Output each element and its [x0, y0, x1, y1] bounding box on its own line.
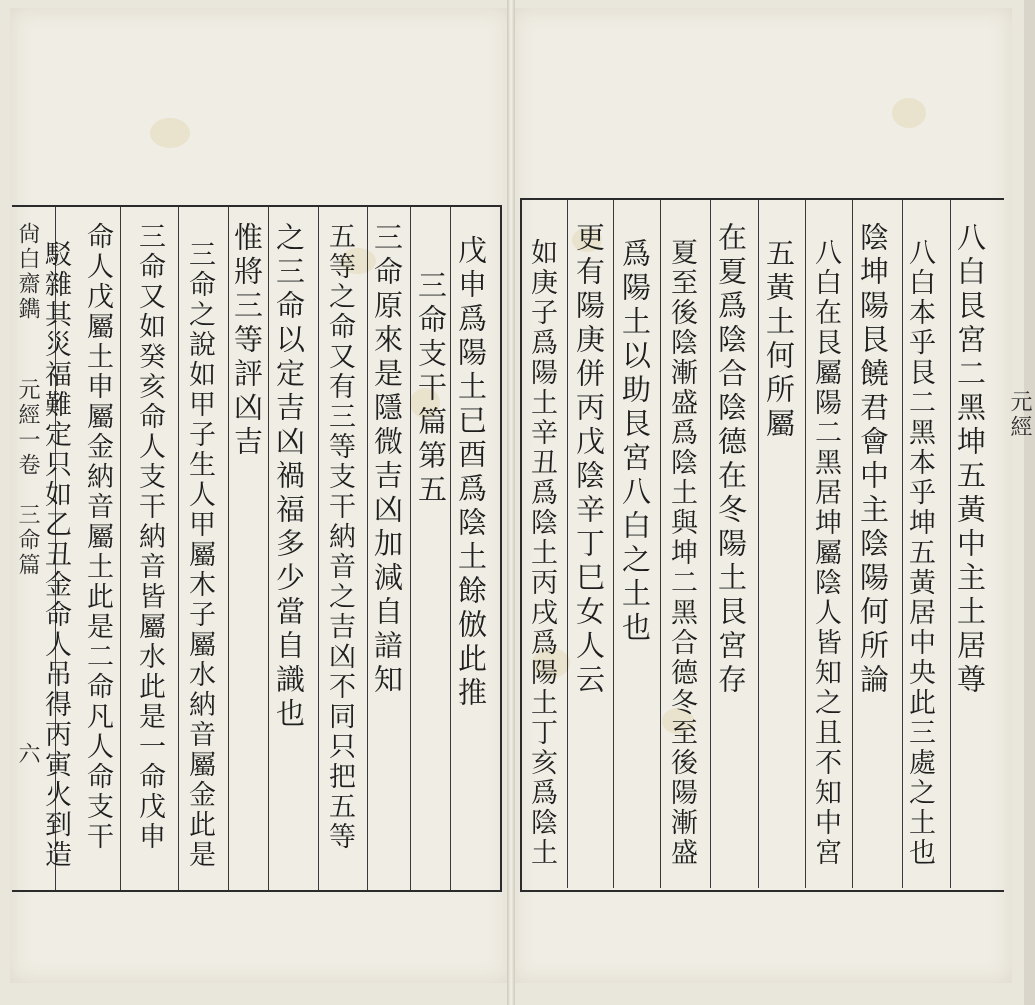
text-column: 陰坤陽艮饒君會中主陰陽何所論 [856, 222, 890, 698]
column-rule [758, 200, 759, 888]
column-rule [950, 200, 951, 888]
column-rule [318, 207, 319, 890]
column-rule [120, 207, 121, 890]
text-column: 惟將三等評凶吉 [230, 222, 264, 460]
text-column: 夏至後陰漸盛爲陰土與坤二黑合德冬至後陽漸盛 [666, 238, 697, 868]
column-rule [567, 200, 568, 888]
column-rule [613, 200, 614, 888]
text-column: 三命原來是隱微吉凶加減自諳知 [370, 222, 404, 698]
left-margin-page-number: 六 [15, 742, 40, 767]
text-column: 八白在艮屬陽二黑居坤屬陰人皆知之且不知中宮 [810, 238, 841, 868]
text-column: 戊申爲陽土已酉爲陰土餘倣此推 [454, 235, 488, 711]
column-rule [660, 200, 661, 888]
column-rule [410, 207, 411, 890]
column-rule [805, 200, 806, 888]
text-column: 五黃土何所屬 [762, 238, 796, 442]
column-rule [228, 207, 229, 890]
text-column: 三命之說如甲子生人甲屬木子屬水納音屬金此是 [184, 240, 215, 870]
text-column: 更有陽庚併丙戊陰辛丁巳女人云 [572, 222, 606, 698]
text-column: 駁雜其災福難定只如乙丑金命人吊得丙寅火到造 [40, 240, 71, 870]
column-rule [852, 200, 853, 888]
text-column: 三命又如癸亥命人支干納音皆屬水此是一命戊申 [134, 222, 165, 852]
right-margin-title: 元經 [1007, 390, 1032, 440]
left-margin-title: 尙白齋鐫 [15, 222, 40, 322]
column-rule [710, 200, 711, 888]
text-column: 五等之命又有三等支干納音之吉凶不同只把五等 [324, 222, 355, 852]
book-gutter [507, 0, 515, 1005]
column-rule [178, 207, 179, 890]
text-column: 在夏爲陰合陰德在冬陽土艮宮存 [714, 222, 748, 698]
text-column: 之三命以定吉凶禍福多少當自識也 [272, 222, 306, 732]
column-rule [902, 200, 903, 888]
text-column: 如庚子爲陽土辛丑爲陰土丙戌爲陽土丁亥爲陰土 [526, 238, 557, 868]
text-column: 八白艮宮二黑坤五黃中主土居尊 [953, 222, 987, 698]
column-rule [367, 207, 368, 890]
text-column: 命人戊屬土申屬金納音屬土此是二命凡人命支干 [82, 222, 113, 852]
left-margin-chapter: 元經一卷 三命篇 [15, 378, 40, 578]
text-column: 三命支干篇第五 [414, 270, 448, 508]
column-rule [450, 207, 451, 890]
column-rule [268, 207, 269, 890]
text-column: 八白本乎艮二黑本乎坤五黃居中央此三處之土也 [904, 238, 935, 868]
text-column: 爲陽土以助艮宮八白之土也 [618, 238, 652, 646]
